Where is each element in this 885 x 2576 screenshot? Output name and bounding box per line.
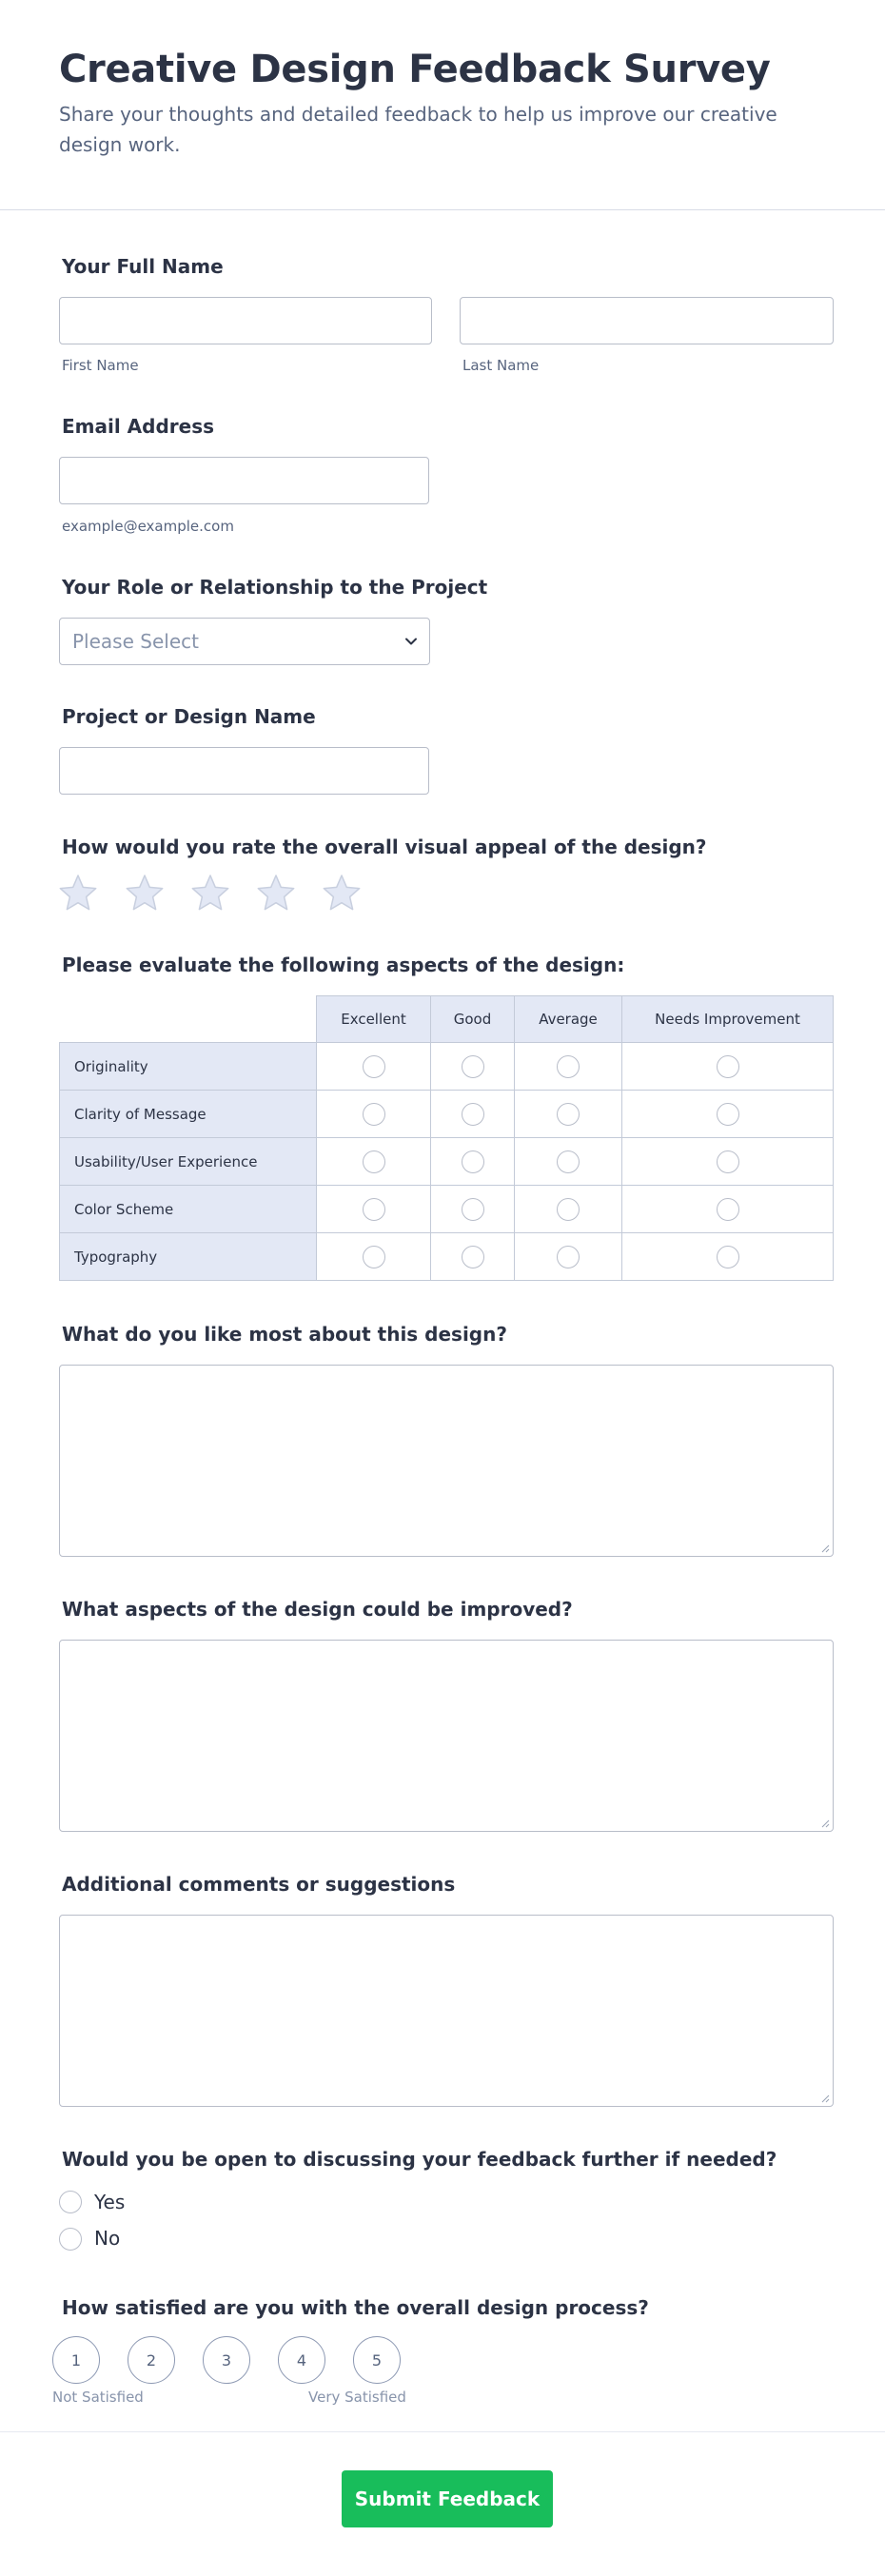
matrix-radio[interactable] [557,1103,580,1126]
submit-button[interactable]: Submit Feedback [342,2470,553,2527]
matrix-column-header: Average [514,995,622,1043]
matrix-radio[interactable] [717,1150,739,1173]
matrix-row-label: Usability/User Experience [59,1137,317,1186]
matrix-cell [430,1232,515,1281]
matrix-row-label: Clarity of Message [59,1090,317,1138]
matrix-radio[interactable] [462,1246,484,1268]
matrix-radio[interactable] [363,1103,385,1126]
matrix-cell [316,1232,431,1281]
matrix-cell [514,1185,622,1233]
matrix-radio[interactable] [462,1150,484,1173]
scale-option-4[interactable]: 4 [278,2336,325,2384]
matrix-cell [514,1042,622,1091]
email-input[interactable] [59,457,429,504]
yes-label: Yes [94,2191,126,2213]
matrix-label: Please evaluate the following aspects of the design: [62,954,625,976]
star-icon[interactable] [188,872,232,915]
matrix-cell [316,1137,431,1186]
star-icon[interactable] [123,872,167,915]
star-icon[interactable] [320,872,364,915]
scale-low-caption: Not Satisfied [52,2389,144,2406]
matrix-radio[interactable] [717,1103,739,1126]
matrix-cell [316,1090,431,1138]
chevron-down-icon [403,633,420,650]
matrix-radio[interactable] [462,1198,484,1221]
matrix-cell [316,1042,431,1091]
star-icon[interactable] [254,872,298,915]
page-subtitle: Share your thoughts and detailed feedback to help us improve our creative design work. [59,103,777,156]
matrix-column-header: Needs Improvement [621,995,834,1043]
footer-divider [0,2431,885,2432]
matrix-cell [621,1232,834,1281]
email-label: Email Address [62,415,215,438]
form-header [0,0,885,210]
matrix-cell [621,1137,834,1186]
matrix-cell [430,1137,515,1186]
scale-option-1[interactable]: 1 [52,2336,100,2384]
scale-option-3[interactable]: 3 [203,2336,250,2384]
matrix-row-label: Typography [59,1232,317,1281]
matrix-cell [621,1090,834,1138]
page-title: Creative Design Feedback Survey [59,48,771,91]
like-most-textarea[interactable] [59,1365,834,1557]
matrix-row-label: Originality [59,1042,317,1091]
no-label: No [94,2227,121,2250]
matrix-radio[interactable] [462,1055,484,1078]
role-select-placeholder: Please Select [72,630,199,653]
first-name-input[interactable] [59,297,432,344]
matrix-cell [430,1042,515,1091]
resize-grip-icon[interactable] [820,1544,830,1553]
yes-radio[interactable] [59,2191,82,2213]
matrix-cell [430,1185,515,1233]
matrix-cell [430,1090,515,1138]
matrix-radio[interactable] [557,1246,580,1268]
project-name-input[interactable] [59,747,429,795]
no-radio[interactable] [59,2228,82,2251]
comments-label: Additional comments or suggestions [62,1873,456,1896]
star-icon[interactable] [56,872,100,915]
last-name-input[interactable] [460,297,834,344]
improve-textarea[interactable] [59,1640,834,1832]
matrix-cell [621,1042,834,1091]
matrix-radio[interactable] [557,1198,580,1221]
evaluation-matrix [59,995,834,1281]
matrix-radio[interactable] [717,1246,739,1268]
matrix-cell [621,1185,834,1233]
matrix-radio[interactable] [717,1055,739,1078]
matrix-cell [514,1232,622,1281]
matrix-radio[interactable] [717,1198,739,1221]
matrix-radio[interactable] [363,1246,385,1268]
matrix-row-label: Color Scheme [59,1185,317,1233]
email-sublabel: example@example.com [62,518,234,535]
last-name-sublabel: Last Name [462,357,540,374]
matrix-column-header: Good [430,995,515,1043]
matrix-cell [316,1185,431,1233]
improve-label: What aspects of the design could be improved? [62,1598,573,1621]
matrix-cell [514,1137,622,1186]
first-name-sublabel: First Name [62,357,139,374]
role-label: Your Role or Relationship to the Project [62,576,488,599]
matrix-radio[interactable] [363,1055,385,1078]
matrix-radio[interactable] [557,1055,580,1078]
role-select[interactable] [59,618,430,665]
matrix-radio[interactable] [363,1198,385,1221]
like-most-label: What do you like most about this design? [62,1323,507,1346]
resize-grip-icon[interactable] [820,2094,830,2103]
scale-high-caption: Very Satisfied [308,2389,406,2406]
satisfaction-label: How satisfied are you with the overall design process? [62,2296,649,2319]
matrix-radio[interactable] [557,1150,580,1173]
matrix-cell [514,1090,622,1138]
scale-option-5[interactable]: 5 [353,2336,401,2384]
visual-rating-label: How would you rate the overall visual appeal of the design? [62,836,707,858]
project-label: Project or Design Name [62,705,316,728]
discuss-label: Would you be open to discussing your feedback further if needed? [62,2148,777,2171]
full-name-label: Your Full Name [62,255,224,278]
resize-grip-icon[interactable] [820,1819,830,1828]
matrix-column-header: Excellent [316,995,431,1043]
matrix-radio[interactable] [462,1103,484,1126]
matrix-radio[interactable] [363,1150,385,1173]
comments-textarea[interactable] [59,1915,834,2107]
scale-option-2[interactable]: 2 [128,2336,175,2384]
